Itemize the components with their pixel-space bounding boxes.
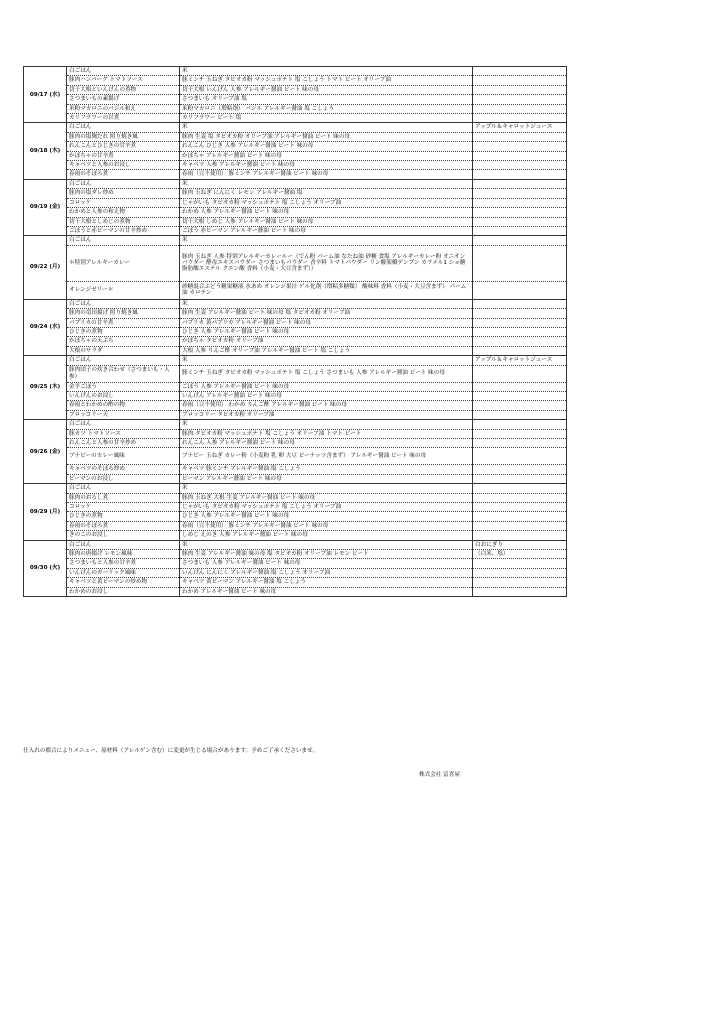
date-cell: 09/30 (火) — [24, 540, 67, 596]
ingredients-cell: 豚肉 玉ねぎ 人参 特別アレルギーカレールー（でん粉 パーム油 なたね油 砂糖 食塩 アレルギーカレー粉 オニオンパウダー 酵母エキスパウダー さつまいもパウダー 香辛料 トマトパウダー リン酸架橋デンプン カラメル1 ショ糖脂肪酸エステル クエン酸 香料（小麦・大豆含まず）） — [180, 245, 473, 281]
ingredients-cell: いんげん にんにく アレルギー醤油 塩 こしょう オリーブ油 — [180, 568, 473, 577]
date-cell: 09/24 (水) — [24, 299, 67, 355]
ingredients-cell: ブロッコリー タピオカ粉 オリーブ油 — [180, 410, 473, 419]
ingredients-cell: ピーマン アレルギー醤油 ビート 味の母 — [180, 474, 473, 483]
ingredients-cell: 切干大根 しめじ 人参 アレルギー醤油 ビート 味の母 — [180, 217, 473, 226]
note-cell — [473, 327, 567, 336]
note-cell — [473, 484, 567, 493]
note-cell — [473, 474, 567, 483]
note-cell — [473, 208, 567, 217]
ingredients-cell: さつまいも オリーブ油 塩 — [180, 95, 473, 104]
note-cell — [473, 578, 567, 587]
dish-name-cell: 豚肉の塩麹だれ 照り焼き風 — [67, 132, 180, 141]
ingredients-cell: 米 — [180, 236, 473, 245]
menu-row — [24, 365, 567, 382]
dish-name-cell: 春雨とわかめの酢の物 — [67, 401, 180, 410]
menu-row — [24, 236, 567, 245]
menu-row — [24, 198, 567, 207]
footer-notice: 仕入れの都合によりメニュー、原材料（アレルゲン含む）に変更が生じる場合があります。予めご了承くださいませ。 — [23, 748, 319, 754]
dish-name-cell: コロッケ — [67, 503, 180, 512]
dish-name-cell: 白ごはん — [67, 123, 180, 132]
dish-name-cell: コロッケ — [67, 198, 180, 207]
dish-name-cell: れんこんとひじきの甘辛煮 — [67, 142, 180, 151]
menu-row — [24, 578, 567, 587]
note-cell — [473, 439, 567, 448]
ingredients-cell: 米 — [180, 67, 473, 76]
note-cell — [473, 420, 567, 429]
ingredients-cell: 米 — [180, 484, 473, 493]
note-cell — [473, 309, 567, 318]
note-cell — [473, 531, 567, 540]
menu-row — [24, 448, 567, 465]
dish-name-cell: 切干大根といんげんの煮物 — [67, 85, 180, 94]
dish-name-cell: パプリカの甘辛煮 — [67, 318, 180, 327]
note-cell — [473, 401, 567, 410]
dish-name-cell: カリフラワーの甘煮 — [67, 114, 180, 123]
dish-name-cell: いんげんのお浸し — [67, 391, 180, 400]
menu-row — [24, 245, 567, 281]
note-cell — [473, 365, 567, 382]
dish-name-cell: 金平ごぼう — [67, 382, 180, 391]
dish-name-cell: 白ごはん — [67, 236, 180, 245]
menu-row — [24, 429, 567, 438]
ingredients-cell: じゃがいも タピオカ粉 マッシュポテト 塩 こしょう オリーブ油 — [180, 198, 473, 207]
menu-row — [24, 465, 567, 474]
ingredients-cell: じゃがいも タピオカ粉 マッシュポテト 塩 こしょう オリーブ油 — [180, 503, 473, 512]
note-cell — [473, 95, 567, 104]
dish-name-cell: さつまいもの素揚げ — [67, 95, 180, 104]
note-cell — [473, 217, 567, 226]
menu-row — [24, 132, 567, 141]
note-cell — [473, 104, 567, 113]
note-cell — [473, 410, 567, 419]
dish-name-cell: わかめのお浸し — [67, 587, 180, 596]
note-cell — [473, 429, 567, 438]
menu-row — [24, 95, 567, 104]
date-cell: 09/17 (水) — [24, 67, 67, 123]
note-cell — [473, 236, 567, 245]
ingredients-cell: わかめ アレルギー醤油 ビート 味の母 — [180, 587, 473, 596]
note-cell — [473, 521, 567, 530]
dish-name-cell: れんこんと人参の甘辛炒め — [67, 439, 180, 448]
ingredients-cell: 米 — [180, 356, 473, 365]
menu-table-body — [24, 67, 567, 597]
dish-name-cell: ＊特別アレルギーカレー — [67, 245, 180, 281]
ingredients-cell: いんげん アレルギー醤油 ビート 味の母 — [180, 391, 473, 400]
menu-row — [24, 503, 567, 512]
note-cell — [473, 587, 567, 596]
dish-name-cell: 白ごはん — [67, 356, 180, 365]
menu-row — [24, 337, 567, 346]
note-cell — [473, 448, 567, 465]
dish-name-cell: ブロッコリー天 — [67, 410, 180, 419]
menu-row — [24, 439, 567, 448]
date-cell: 09/25 (木) — [24, 356, 67, 420]
note-cell — [473, 132, 567, 141]
menu-row — [24, 76, 567, 85]
menu-row — [24, 189, 567, 198]
ingredients-cell: 豚肉 タピオカ粉 マッシュポテト 塩 こしょう オリーブ油 トマト ビート — [180, 429, 473, 438]
note-cell: アップル＆キャロットジュース — [473, 123, 567, 132]
note-cell — [473, 151, 567, 160]
dish-name-cell: ひじきの煮物 — [67, 512, 180, 521]
menu-row — [24, 309, 567, 318]
note-cell — [473, 142, 567, 151]
ingredients-cell: れんこん 人参 アレルギー醤油 ビート 味の母 — [180, 439, 473, 448]
dish-name-cell: 白ごはん — [67, 299, 180, 308]
dish-name-cell: 豚カツ トマトソース — [67, 429, 180, 438]
note-cell — [473, 189, 567, 198]
ingredients-cell: 豚ミンチ 玉ねぎ タピオカ粉 マッシュポテト 塩 こしょう さつまいも 人参 アレルギー醤油 ビート 味の母 — [180, 365, 473, 382]
dish-name-cell: 米粉マカロニのバジル和え — [67, 104, 180, 113]
ingredients-cell: 豚肉 生姜 アレルギー醤油 味の母 塩 タピオカ粉 オリーブ油 レモン ビート — [180, 550, 473, 559]
note-cell — [473, 179, 567, 188]
ingredients-cell: ブナピー 玉ねぎ カレー粉（小麦粉 乳 卵 大豆 ピーナッツ含まず） アレルギー醤油 ビート 味の母 — [180, 448, 473, 465]
menu-row — [24, 420, 567, 429]
note-cell — [473, 85, 567, 94]
menu-row — [24, 161, 567, 170]
ingredients-cell: 切干大根 いんげん 人参 アレルギー醤油 ビート 味の母 — [180, 85, 473, 94]
date-cell: 09/19 (金) — [24, 179, 67, 235]
menu-row — [24, 550, 567, 559]
ingredients-cell: 豚肉 玉ねぎ 大根 生姜 アレルギー醤油 ビート 味の母 — [180, 493, 473, 502]
dish-name-cell: いんげんのガーリック風味 — [67, 568, 180, 577]
ingredients-cell: 豚肉 生姜 塩 タピオカ粉 オリーブ油 アレルギー醤油 ビート 味の母 — [180, 132, 473, 141]
note-cell — [473, 346, 567, 355]
ingredients-cell: 豚肉 生姜 アレルギー醤油 ビート 味の母 塩 タピオカ粉 オリーブ油 — [180, 309, 473, 318]
note-cell — [473, 76, 567, 85]
menu-row — [24, 142, 567, 151]
dish-name-cell: ひじきの煮物 — [67, 327, 180, 336]
ingredients-cell: 米 — [180, 179, 473, 188]
menu-row — [24, 512, 567, 521]
menu-row — [24, 327, 567, 336]
menu-row — [24, 346, 567, 355]
dish-name-cell: わかめと人参の和え物 — [67, 208, 180, 217]
ingredients-cell: カリフラワー ビート 塩 — [180, 114, 473, 123]
menu-row — [24, 114, 567, 123]
note-cell — [473, 67, 567, 76]
dish-name-cell: ピーマンのお浸し — [67, 474, 180, 483]
ingredients-cell: かぼちゃ アレルギー醤油 ビート 味の母 — [180, 151, 473, 160]
ingredients-cell: ひじき 人参 アレルギー醤油 ビート 味の母 — [180, 512, 473, 521]
ingredients-cell: キャベツ 黄ピーマン アレルギー醤油 塩 こしょう — [180, 578, 473, 587]
dish-name-cell: かぼちゃの甘辛煮 — [67, 151, 180, 160]
note-cell: （白米、塩） — [473, 550, 567, 559]
date-cell: 09/22 (月) — [24, 236, 67, 299]
dish-name-cell: 白ごはん — [67, 484, 180, 493]
menu-row — [24, 281, 567, 299]
ingredients-cell: 春雨（豆不使用） 豚ミンチ アレルギー醤油 ビート 味の母 — [180, 170, 473, 179]
ingredients-cell: 米 — [180, 299, 473, 308]
menu-row — [24, 568, 567, 577]
date-cell: 09/29 (月) — [24, 484, 67, 540]
ingredients-cell: わかめ 人参 アレルギー醤油 ビート 味の母 — [180, 208, 473, 217]
ingredients-cell: さつまいも 人参 アレルギー醤油 ビート 味の母 — [180, 559, 473, 568]
ingredients-cell: しめじ えのき 人参 アレルギー醤油 ビート 味の母 — [180, 531, 473, 540]
dish-name-cell: キャベツのそぼろ炒め — [67, 465, 180, 474]
ingredients-cell: ひじき 人参 アレルギー醤油 ビート 味の母 — [180, 327, 473, 336]
note-cell — [473, 114, 567, 123]
ingredients-cell: ごぼう 人参 アレルギー醤油 ビート 味の母 — [180, 382, 473, 391]
menu-row — [24, 410, 567, 419]
menu-row — [24, 208, 567, 217]
dish-name-cell: 白ごはん — [67, 179, 180, 188]
date-cell: 09/18 (木) — [24, 123, 67, 179]
dish-name-cell: 豚肉ハンバーグ トマトソース — [67, 76, 180, 85]
note-cell — [473, 568, 567, 577]
ingredients-cell: 春雨（豆不使用） わかめ りんご酢 アレルギー醤油 ビート 味の母 — [180, 401, 473, 410]
menu-table — [23, 66, 567, 597]
note-cell — [473, 512, 567, 521]
menu-row — [24, 474, 567, 483]
note-cell — [473, 245, 567, 281]
menu-row — [24, 356, 567, 365]
menu-row — [24, 391, 567, 400]
menu-row — [24, 484, 567, 493]
note-cell — [473, 382, 567, 391]
menu-row — [24, 531, 567, 540]
ingredients-cell: 米 — [180, 123, 473, 132]
menu-row — [24, 299, 567, 308]
note-cell — [473, 281, 567, 299]
note-cell: アップル＆キャロットジュース — [473, 356, 567, 365]
note-cell — [473, 170, 567, 179]
menu-row — [24, 151, 567, 160]
note-cell — [473, 559, 567, 568]
dish-name-cell: キャベツと人参のお浸し — [67, 161, 180, 170]
dish-name-cell: 豚肉の竜田揚げ 照り焼き風 — [67, 309, 180, 318]
menu-row — [24, 587, 567, 596]
note-cell — [473, 318, 567, 327]
dish-name-cell: 豚肉のおろし煮 — [67, 493, 180, 502]
dish-name-cell: 白ごはん — [67, 67, 180, 76]
note-cell — [473, 226, 567, 235]
dish-name-cell: 豚肉団子の炊き合わせ（さつまいも・人参） — [67, 365, 180, 382]
dish-name-cell: 春雨のそぼろ煮 — [67, 170, 180, 179]
menu-row — [24, 493, 567, 502]
note-cell: 白おにぎり — [473, 540, 567, 549]
company-name: 株式会社 冨喜屋 — [419, 772, 460, 778]
dish-name-cell: ごぼうと赤ピーマンの甘辛炒め — [67, 226, 180, 235]
ingredients-cell: 米 — [180, 540, 473, 549]
ingredients-cell: 米 — [180, 420, 473, 429]
note-cell — [473, 465, 567, 474]
ingredients-cell: パプリカ 黄パプリカ アレルギー醤油 ビート 味の母 — [180, 318, 473, 327]
menu-row — [24, 67, 567, 76]
ingredients-cell: 砂糖混合ぶどう糖果糖液 水あめ オレンジ果汁 ゲル化剤（増粘多糖類） 酸味料 香料（小麦・大豆含まず） パーム油 カロテン — [180, 281, 473, 299]
note-cell — [473, 391, 567, 400]
ingredients-cell: かぼちゃ タピオカ粉 オリーブ油 — [180, 337, 473, 346]
ingredients-cell: 豚肉 玉ねぎ にんにく レモン アレルギー醤油 塩 — [180, 189, 473, 198]
date-cell: 09/26 (金) — [24, 420, 67, 484]
menu-row — [24, 123, 567, 132]
ingredients-cell: キャベツ 人参 アレルギー醤油 ビート 味の母 — [180, 161, 473, 170]
menu-row — [24, 104, 567, 113]
menu-row — [24, 540, 567, 549]
ingredients-cell: れんこん ひじき 人参 アレルギー醤油 ビート 味の母 — [180, 142, 473, 151]
ingredients-cell: 豚ミンチ 玉ねぎ タピオカ粉 マッシュポテト 塩 こしょう トマト ビート オリーブ油 — [180, 76, 473, 85]
dish-name-cell: 切干大根としめじの煮物 — [67, 217, 180, 226]
menu-row — [24, 85, 567, 94]
dish-name-cell: キャベツと黄ピーマンの炒め物 — [67, 578, 180, 587]
menu-row — [24, 521, 567, 530]
note-cell — [473, 493, 567, 502]
dish-name-cell: オレンジゼリー＊ — [67, 281, 180, 299]
ingredients-cell: 大根 人参 りんご酢 オリーブ油 アレルギー醤油 ビート 塩 こしょう — [180, 346, 473, 355]
ingredients-cell: 春雨（豆不使用） 豚ミンチ アレルギー醤油 ビート 味の母 — [180, 521, 473, 530]
dish-name-cell: 豚肉の塩ダレ炒め — [67, 189, 180, 198]
ingredients-cell: ごぼう 赤ピーマン アレルギー醤油 ビート 味の母 — [180, 226, 473, 235]
ingredients-cell: キャベツ 豚ミンチ アレルギー醤油 塩 こしょう — [180, 465, 473, 474]
dish-name-cell: さつまいもと人参の甘辛煮 — [67, 559, 180, 568]
menu-row — [24, 170, 567, 179]
dish-name-cell: 白ごはん — [67, 540, 180, 549]
menu-row — [24, 179, 567, 188]
dish-name-cell: ブナピーのカレー風味 — [67, 448, 180, 465]
dish-name-cell: 豚肉の唐揚げ レモン風味 — [67, 550, 180, 559]
note-cell — [473, 198, 567, 207]
menu-row — [24, 226, 567, 235]
dish-name-cell: 大根のサラダ — [67, 346, 180, 355]
menu-row — [24, 382, 567, 391]
menu-row — [24, 217, 567, 226]
note-cell — [473, 299, 567, 308]
menu-row — [24, 559, 567, 568]
ingredients-cell: 米粉マカロニ（増粘剤） バジル アレルギー醤油 塩 こしょう — [180, 104, 473, 113]
dish-name-cell: かぼちゃの天ぷら — [67, 337, 180, 346]
note-cell — [473, 503, 567, 512]
note-cell — [473, 337, 567, 346]
menu-row — [24, 401, 567, 410]
dish-name-cell: きのこのお浸し — [67, 531, 180, 540]
dish-name-cell: 白ごはん — [67, 420, 180, 429]
menu-row — [24, 318, 567, 327]
dish-name-cell: 春雨のそぼろ煮 — [67, 521, 180, 530]
note-cell — [473, 161, 567, 170]
